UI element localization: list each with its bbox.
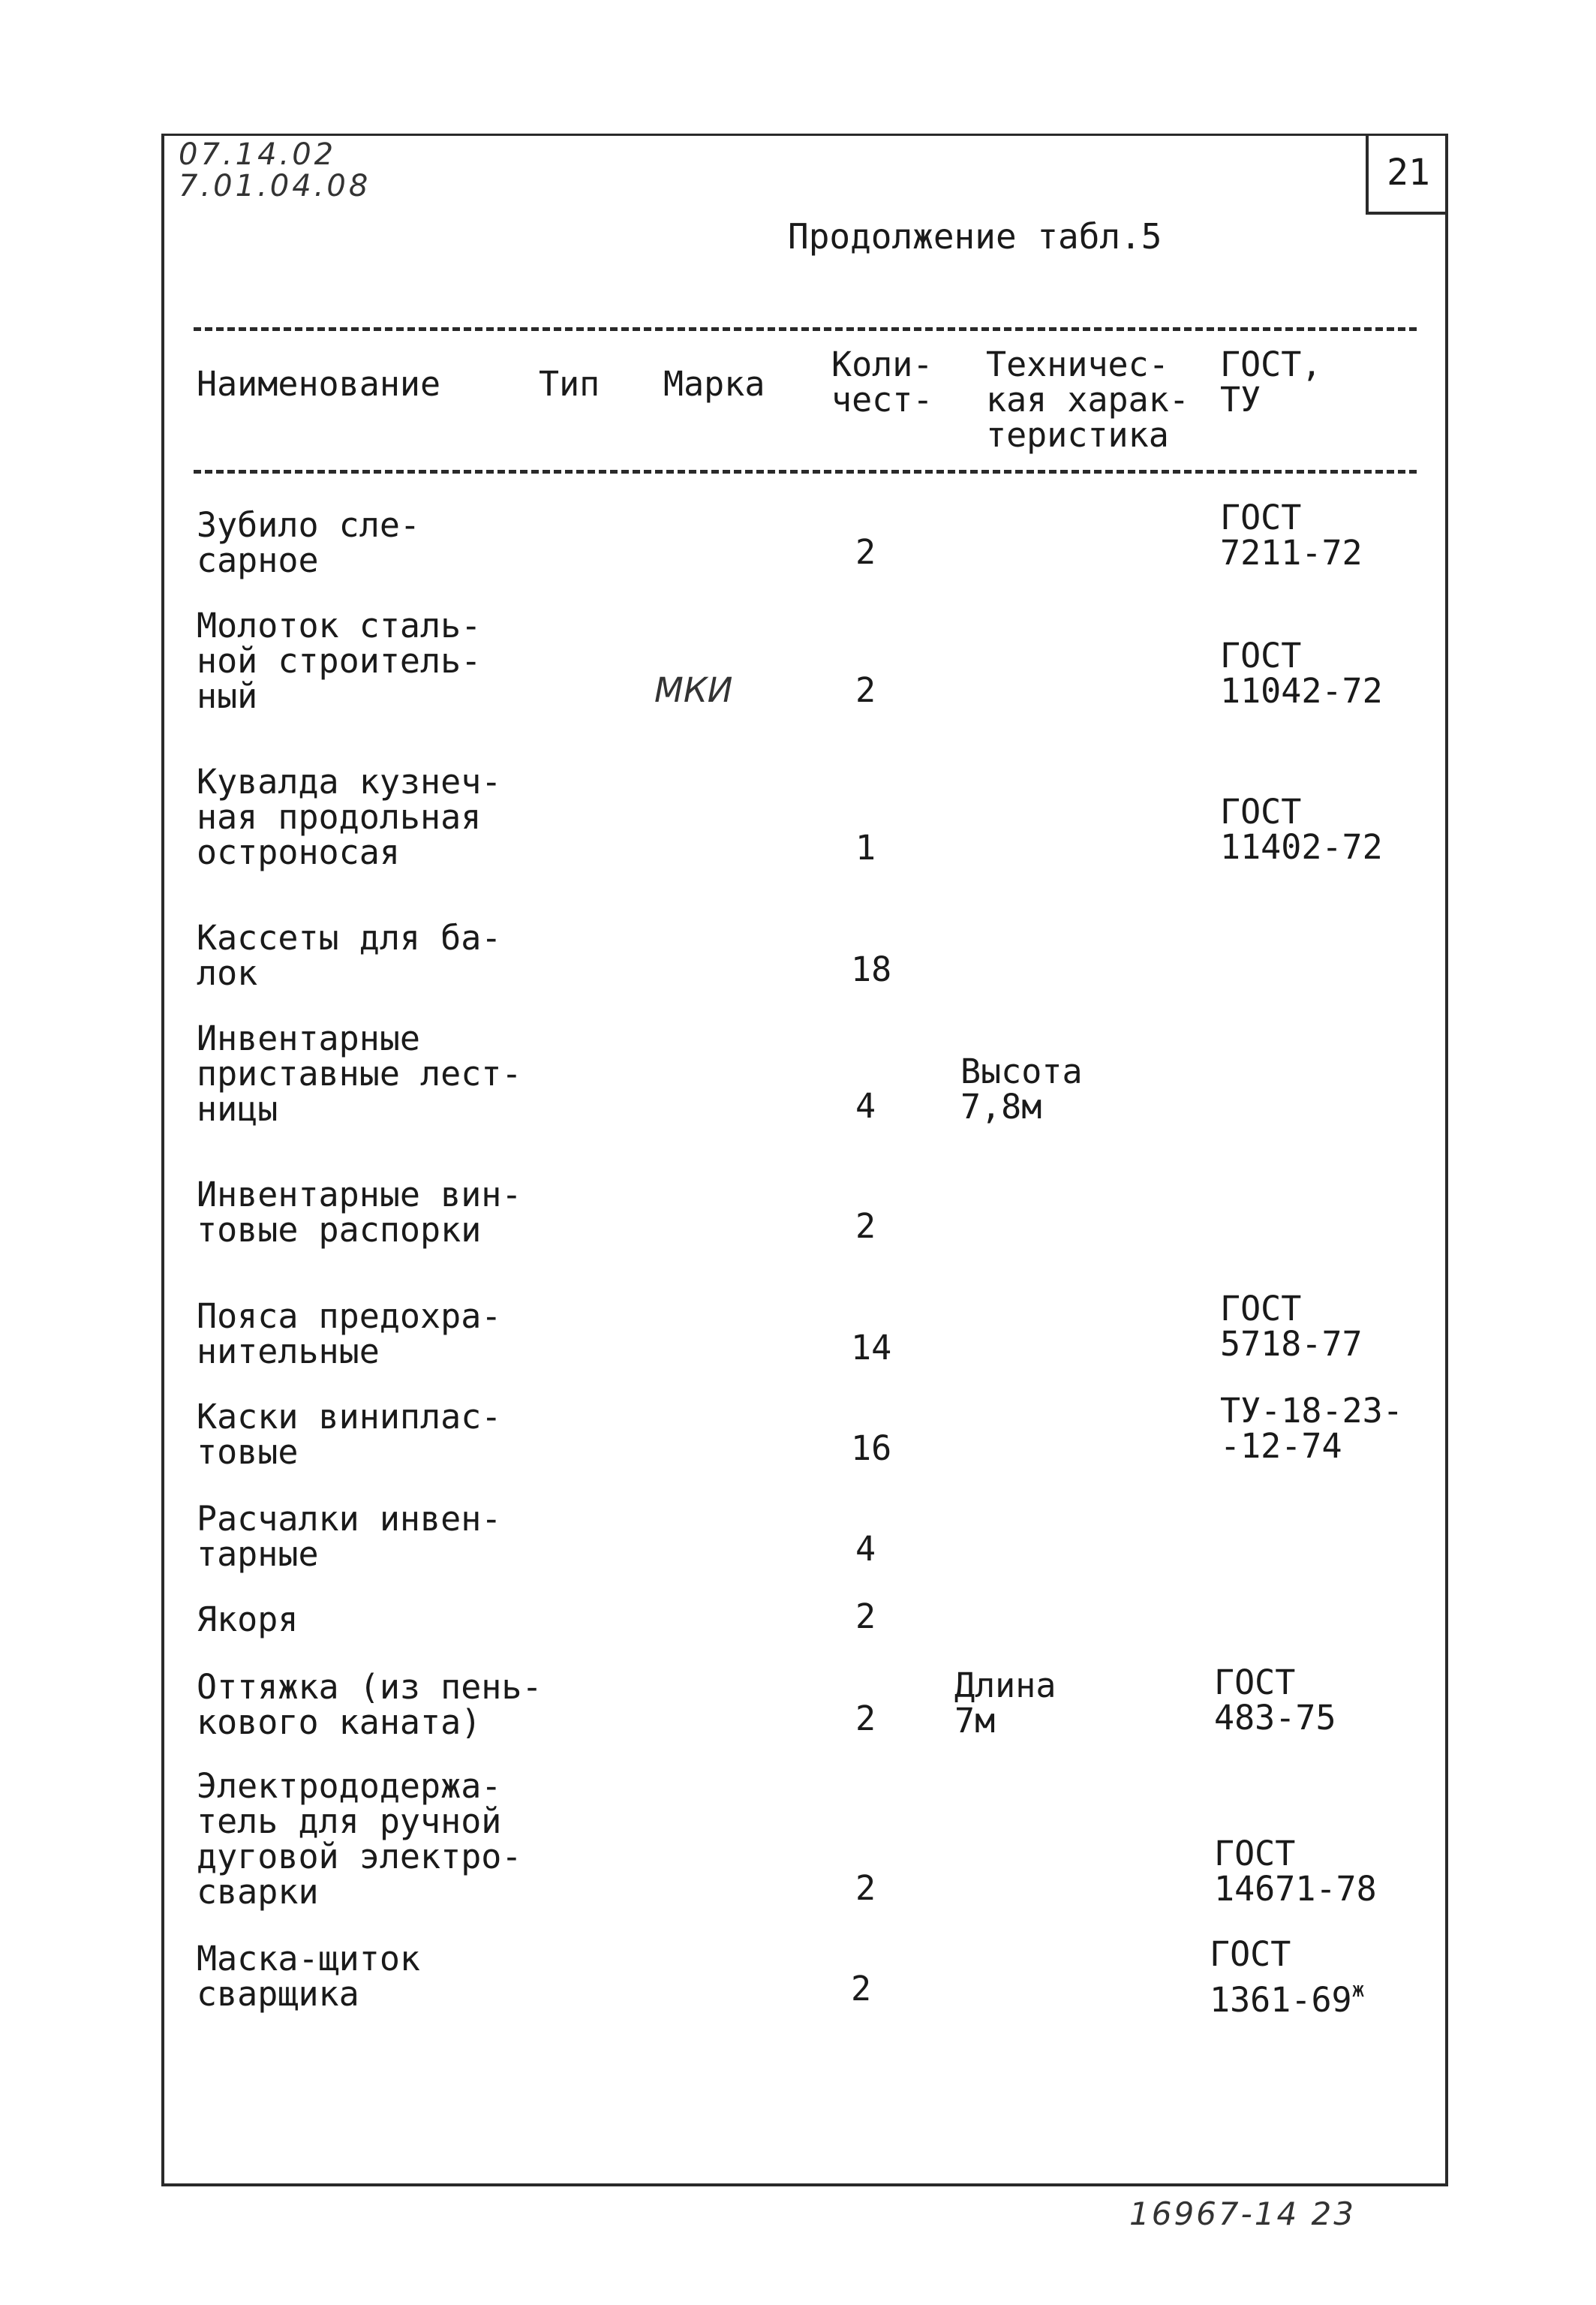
row-3-quantity: 1 [855,828,876,868]
page-number: 21 [1366,134,1448,215]
row-5-name: Инвентарные приставные лест- ницы [197,1019,522,1129]
row-4-quantity: 18 [851,949,892,989]
row-8-name: Каски виниплас- товые [197,1397,502,1472]
row-5-spec: Высота 7,8м [960,1052,1083,1127]
row-6-name: Инвентарные вин- товые распорки [197,1175,522,1250]
row-13-standard [1210,1936,1365,2018]
row-7-quantity: 14 [851,1328,892,1368]
column-header-type: Тип [539,364,600,404]
row-13-quantity: 2 [851,1969,872,2009]
column-header-quantity: Коли- чест- [831,345,933,420]
row-1-quantity: 2 [855,532,876,572]
header-top-rule [194,327,1417,331]
row-10-quantity: 2 [855,1596,876,1636]
row-12-standard: ГОСТ 14671-78 [1214,1834,1377,1909]
row-12-name: Электрододержа- тель для ручной дуговой электро- сварки [197,1766,522,1912]
row-11-spec: Длина 7м [954,1666,1056,1741]
column-header-standard: ГОСТ, ТУ [1220,345,1322,420]
row-1-standard: ГОСТ 7211-72 [1220,498,1363,573]
doc-code-line-2: 7.01.04.08 [179,169,371,203]
row-13-standard-mark: ж [1351,1977,1365,2002]
row-3-name: Кувалда кузнеч- ная продольная остроносая [197,762,502,872]
row-13-standard-text: ГОСТ 1361-69 [1210,1934,1352,2020]
column-header-spec: Техничес- кая харак- теристика [986,345,1189,455]
row-2-mark: МКИ [654,670,733,710]
row-13-name: Маска-щиток сварщика [197,1939,421,2014]
row-7-standard: ГОСТ 5718-77 [1220,1289,1363,1364]
row-4-name: Кассеты для ба- лок [197,918,502,993]
row-6-quantity: 2 [855,1206,876,1246]
column-header-mark: Марка [663,364,765,404]
row-2-name: Молоток сталь- ной строитель- ный [197,606,482,716]
row-2-standard: ГОСТ 11042-72 [1220,636,1383,711]
doc-code-line-1: 07.14.02 [179,137,337,172]
row-2-quantity: 2 [855,670,876,710]
row-9-name: Расчалки инвен- тарные [197,1499,502,1574]
row-11-name: Оттяжка (из пень- кового каната) [197,1667,543,1742]
row-1-name: Зубило сле- сарное [197,505,421,580]
row-8-standard: ТУ-18-23- -12-74 [1220,1391,1403,1466]
row-11-quantity: 2 [855,1699,876,1738]
footer-code: 16967-14 23 [1129,2195,1357,2232]
row-10-name: Якоря [197,1599,299,1639]
row-7-name: Пояса предохра- нительные [197,1296,502,1371]
header-bottom-rule [194,470,1417,474]
row-8-quantity: 16 [851,1428,892,1468]
column-header-name: Наименование [197,364,441,404]
table-title: Продолжение табл.5 [788,216,1162,257]
row-9-quantity: 4 [855,1529,876,1569]
row-3-standard: ГОСТ 11402-72 [1220,792,1383,867]
row-12-quantity: 2 [855,1868,876,1908]
row-11-standard: ГОСТ 483-75 [1214,1663,1336,1738]
row-5-quantity: 4 [855,1086,876,1126]
